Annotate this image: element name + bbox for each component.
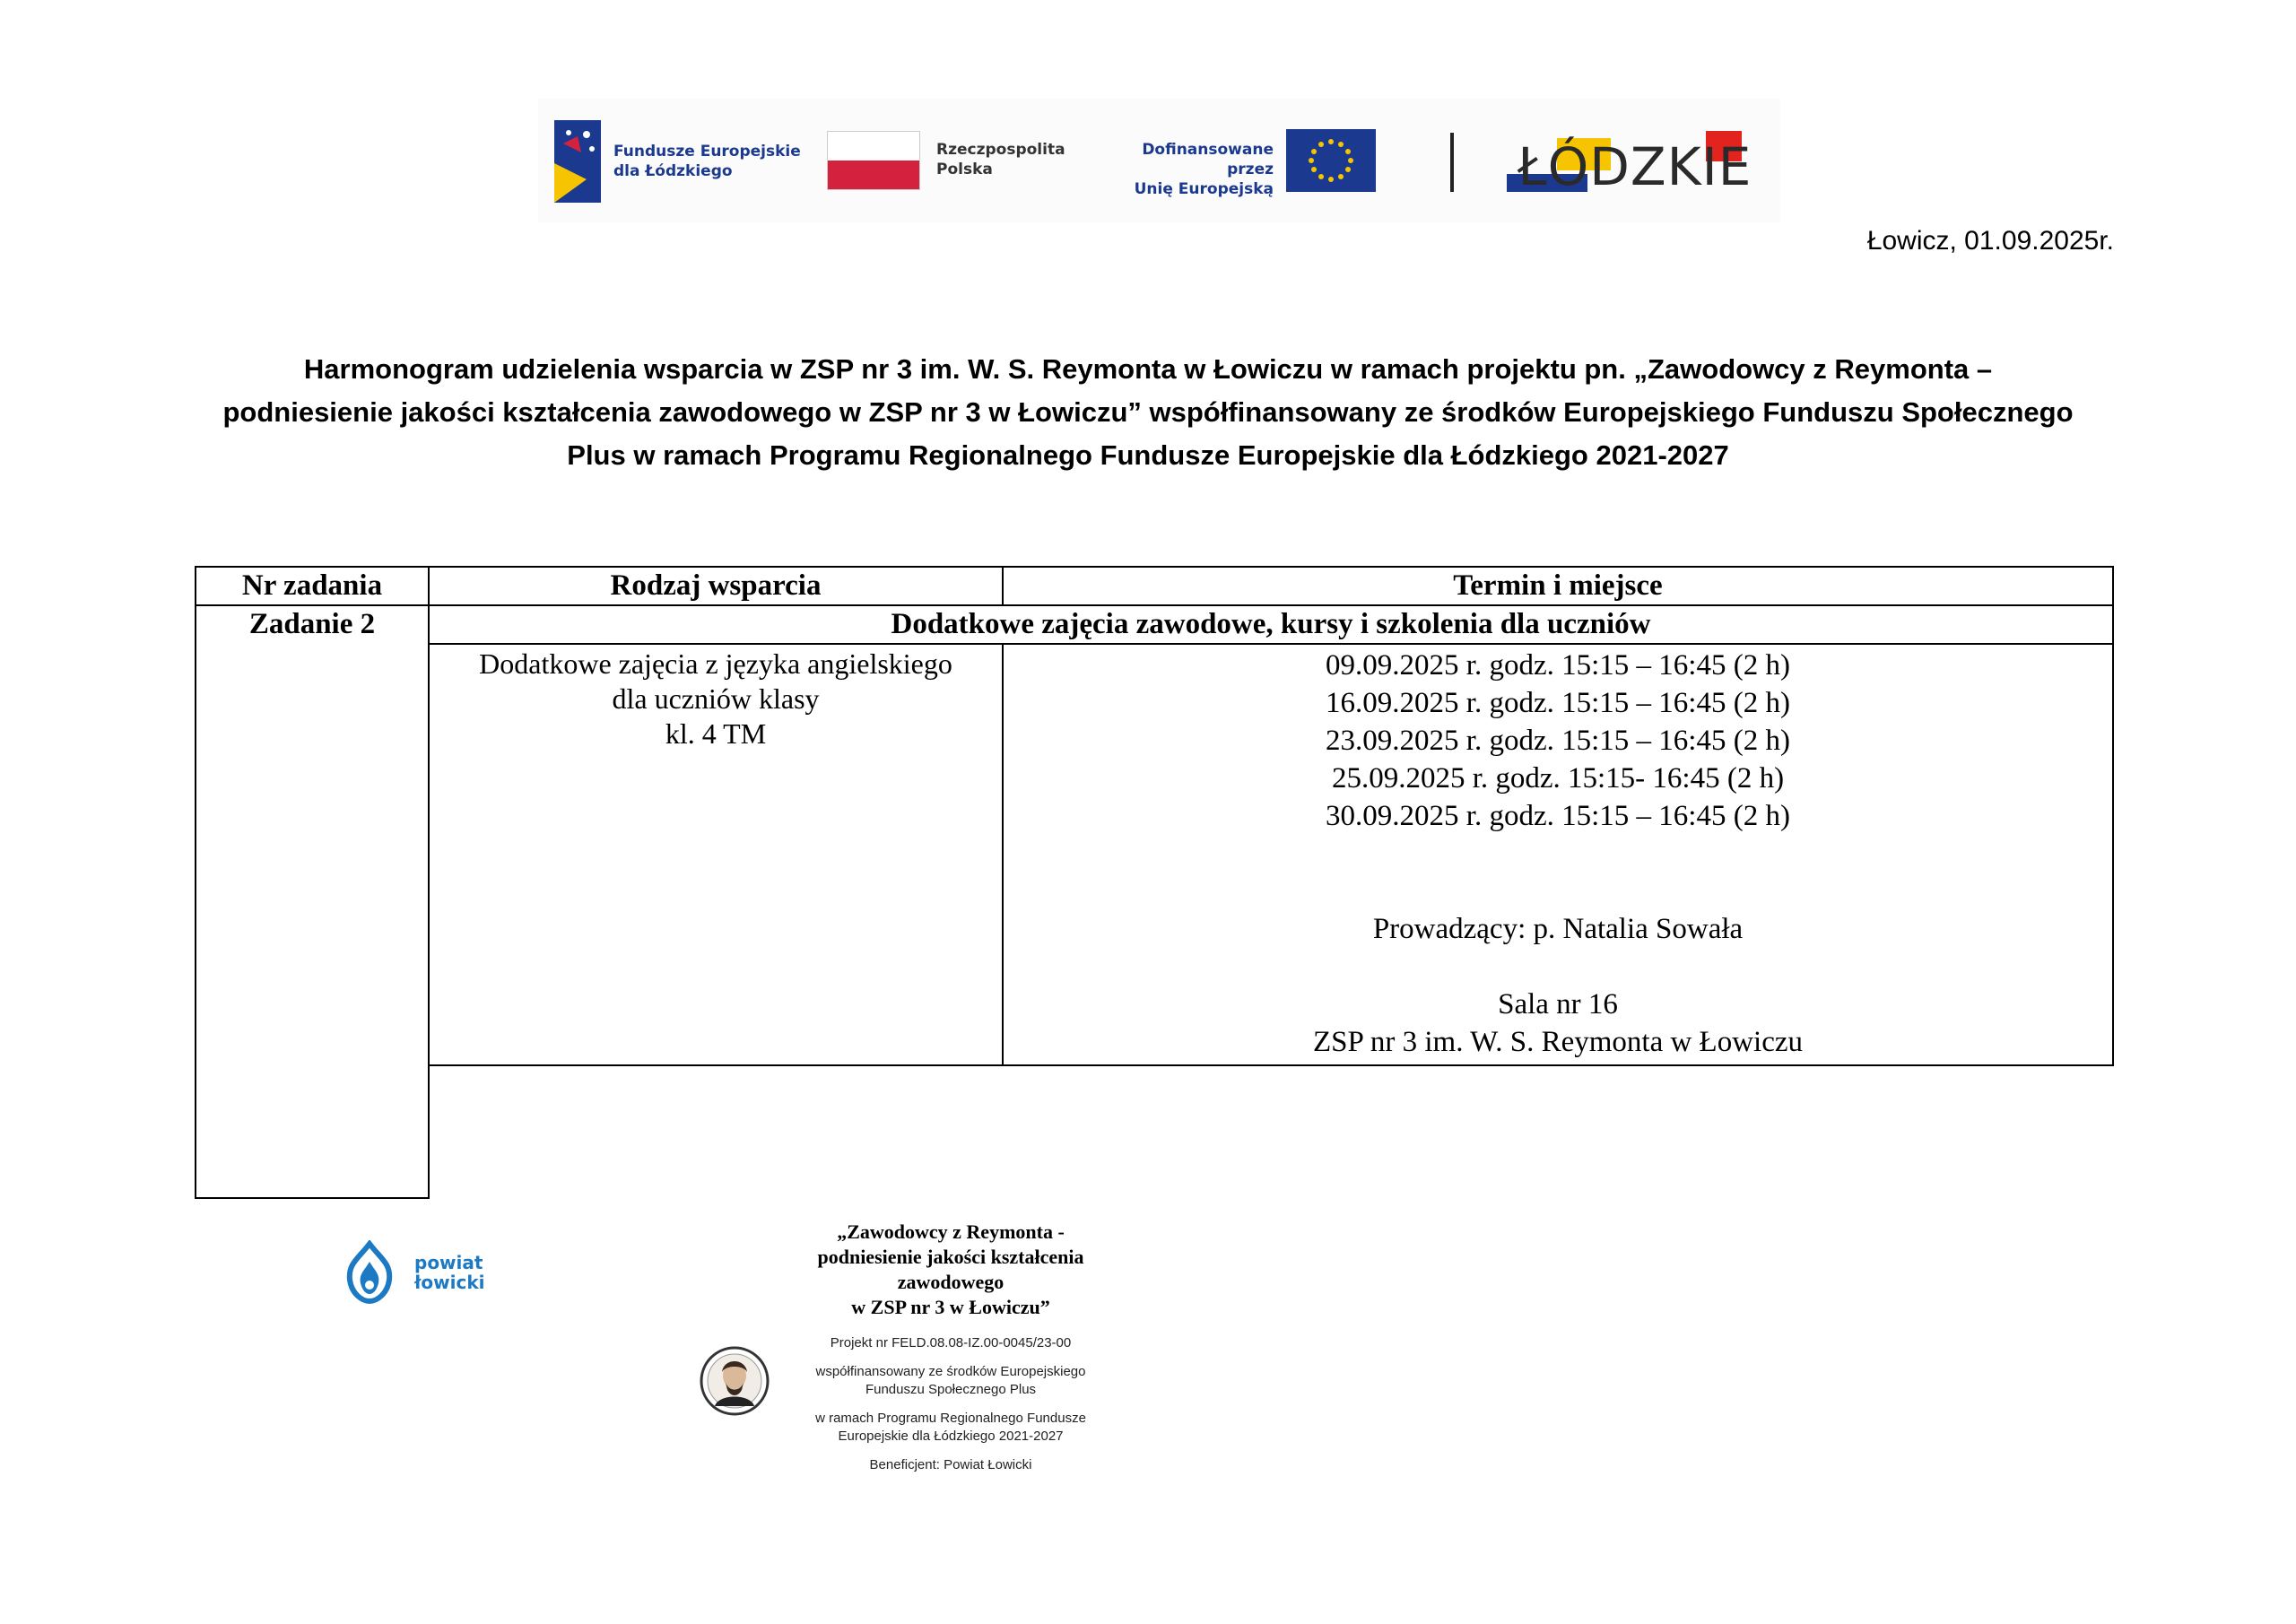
schedule-slot-1: 09.09.2025 r. godz. 15:15 – 16:45 (2 h) [1326,649,1790,682]
teacher-name: Prowadzący: p. Natalia Sowała [1372,913,1744,945]
program-line-1: w ramach Programu Regionalnego Fundusze [815,1411,1086,1426]
logo-separator [1450,133,1454,192]
lodzkie-wordmark: ŁÓDZKIE [1518,136,1752,197]
project-info [771,1334,1130,1485]
title-line-1: Harmonogram udzielenia wsparcia w ZSP nr 3 im. W. S. Reymonta w Łowiczu w ramach projektu pn. „Zawodowcy z Reymonta – [303,353,1993,385]
project-title-line-3: zawodowego [897,1271,1004,1293]
task-number-cell: Zadanie 2 [195,604,430,1199]
school-name: ZSP nr 3 im. W. S. Reymonta w Łowiczu [1312,1026,1803,1058]
header-support-type: Rodzaj wsparcia [428,566,1004,606]
document-date: Łowicz, 01.09.2025r. [1866,226,2114,256]
rp-line-2: Polska [936,161,993,178]
schedule-slot-3: 23.09.2025 r. godz. 15:15 – 16:45 (2 h) [1326,725,1790,757]
eu-flag-icon [1286,129,1376,192]
powiat-line-1: powiat [414,1252,483,1273]
fe-flag-icon [551,117,604,206]
powiat-flame-icon [341,1240,398,1305]
project-title-line-2: podniesienie jakości kształcenia [817,1246,1084,1268]
fe-line-1: Fundusze Europejskie [613,143,801,161]
cofinanced-line-2: Funduszu Społecznego Plus [865,1382,1037,1397]
title-line-3: Plus w ramach Programu Regionalnego Fundusze Europejskie dla Łódzkiego 2021-2027 [567,439,1729,471]
rp-line-1: Rzeczpospolita [936,141,1065,159]
header-task-number: Nr zadania [195,566,430,606]
rzeczpospolita-polska-logo [827,126,1096,197]
program-line-2: Europejskie dla Łódzkiego 2021-2027 [838,1429,1064,1444]
program-block [771,1410,1130,1446]
reymont-portrait-icon [699,1345,770,1417]
cofinanced-line-1: współfinansowany ze środków Europejskiego [815,1364,1086,1379]
cofinanced-block [771,1363,1130,1399]
project-title-line-1: „Zawodowcy z Reymonta - [837,1220,1065,1243]
support-type-cell [428,643,1004,1066]
powiat-line-2: łowicki [414,1272,485,1293]
support-type-line-1: Dodatkowe zajęcia z języka angielskiego [479,647,952,680]
ue-line-2: Unię Europejską [1134,180,1274,198]
room-number: Sala nr 16 [1498,988,1618,1020]
document-title [179,348,2117,477]
lodzkie-logo [1507,126,1776,206]
task-subheader-cell: Dodatkowe zajęcia zawodowe, kursy i szkolenia dla uczniów [428,604,2114,645]
header-date-place: Termin i miejsce [1002,566,2114,606]
eu-cofinanced-logo [1094,126,1390,197]
project-number: Projekt nr FELD.08.08-IZ.00-0045/23-00 [830,1335,1072,1350]
support-type-line-2: dla uczniów klasy [612,682,820,715]
fe-line-2: dla Łódzkiego [613,162,733,180]
date-place-cell [1002,643,2114,1066]
beneficiary: Beneficjent: Powiat Łowicki [869,1457,1032,1472]
logo-bar [538,99,1780,222]
schedule-table [195,566,2114,1199]
title-line-2: podniesienie jakości kształcenia zawodowego w ZSP nr 3 w Łowiczu” współfinansowany ze środków Europejskiego Funduszu Społecznego [222,396,2074,428]
ue-line-1: Dofinansowane przez [1142,141,1274,178]
schedule-slot-2: 16.09.2025 r. godz. 15:15 – 16:45 (2 h) [1326,687,1790,719]
support-type-line-3: kl. 4 TM [665,717,767,750]
project-title-line-4: w ZSP nr 3 w Łowiczu” [851,1296,1050,1318]
schedule-slot-5: 30.09.2025 r. godz. 15:15 – 16:45 (2 h) [1326,800,1790,832]
polish-flag-icon [827,131,920,190]
powiat-lowicki-logo [341,1240,520,1312]
fundusze-europejskie-logo [551,117,811,206]
schedule-slot-4: 25.09.2025 r. godz. 15:15- 16:45 (2 h) [1331,762,1785,795]
project-title [771,1220,1130,1320]
